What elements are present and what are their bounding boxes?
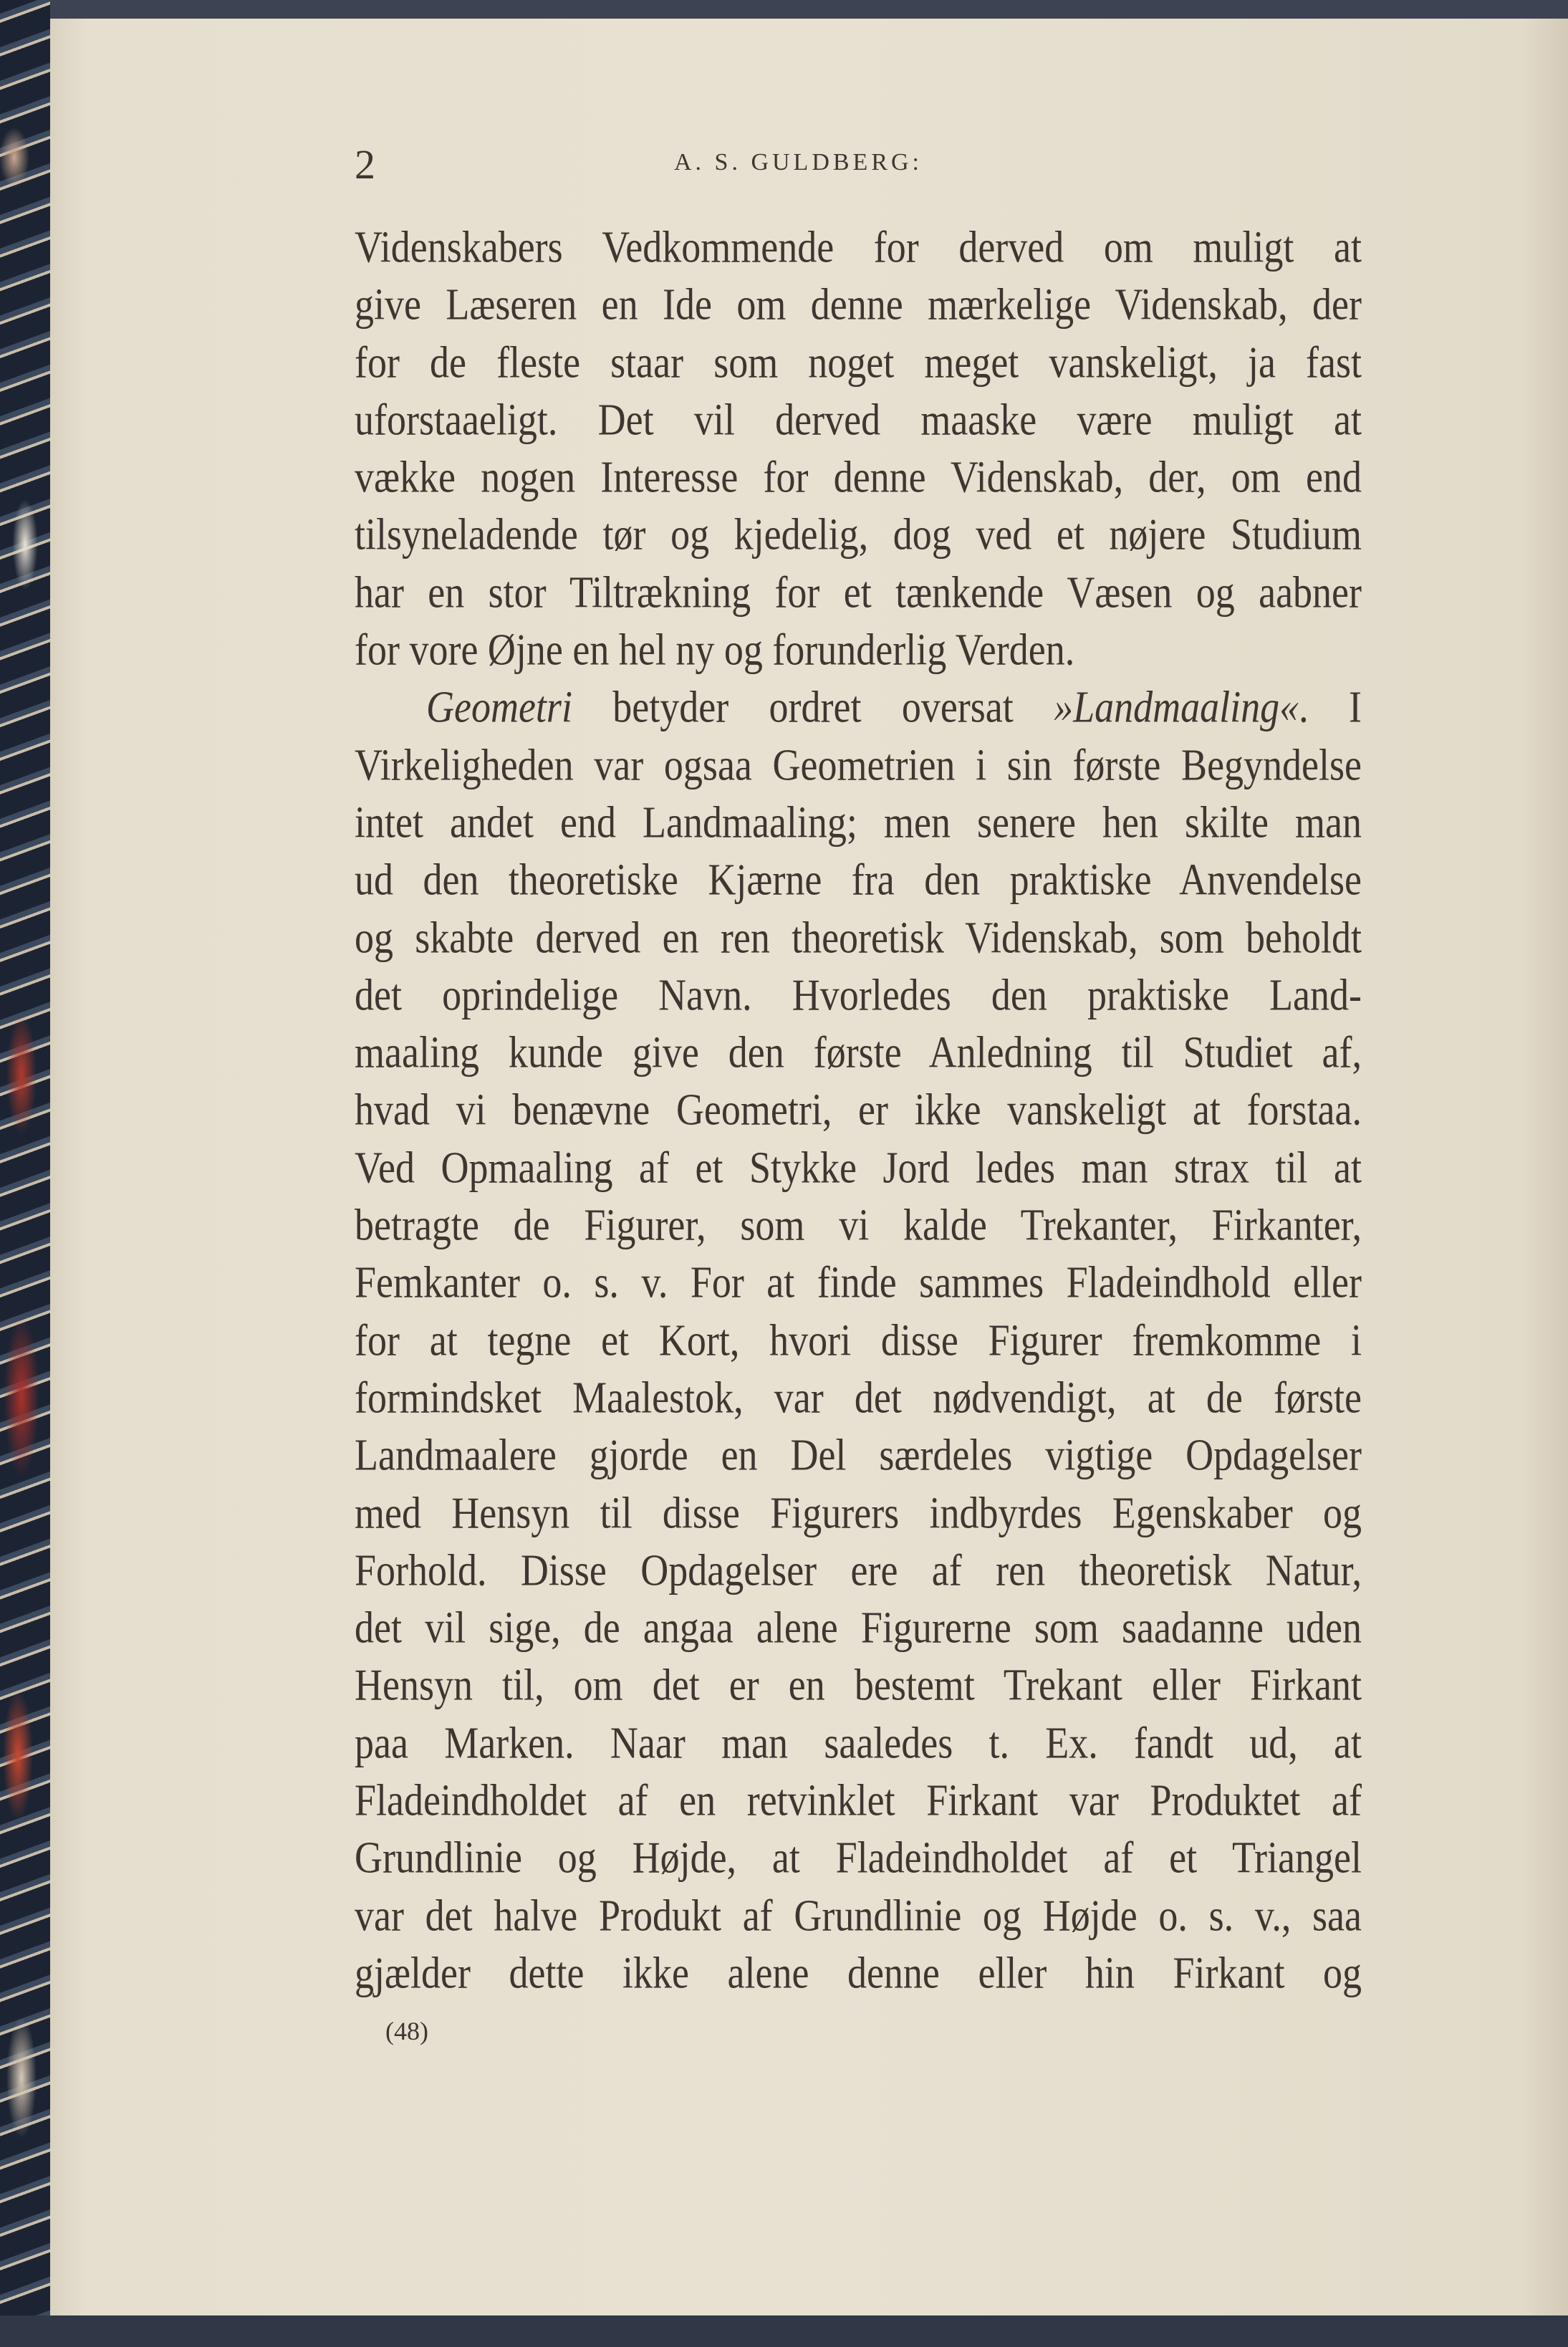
signature-mark: (48) xyxy=(385,2017,428,2045)
text-line: for at tegne et Kort, hvori disse Figurer fremkomme i xyxy=(355,1315,1362,1366)
text-line: og skabte derved en ren theoretisk Videnskab, som beholdt xyxy=(355,913,1362,963)
paragraph-first-line xyxy=(355,674,1362,740)
page-number: 2 xyxy=(355,141,375,188)
text-line: uforstaaeligt. Det vil derved maaske være muligt at xyxy=(355,395,1362,445)
text-line: Landmaalere gjorde en Del særdeles vigtige Opdagelser xyxy=(355,1430,1362,1480)
text-line: vække nogen Interesse for denne Videnskab, der, om end xyxy=(355,452,1362,502)
text-line: formindsket Maalestok, var det nødvendigt, at de første xyxy=(355,1373,1362,1423)
body-text xyxy=(355,219,1362,2002)
text-line: Forhold. Disse Opdagelser ere af ren theoretisk Natur, xyxy=(355,1545,1362,1595)
text-line: intet andet end Landmaaling; men senere hen skilte man xyxy=(355,797,1362,848)
text-line: for vore Øjne en hel ny og forunderlig Verden. xyxy=(355,625,1075,675)
text-line: det oprindelige Navn. Hvorledes den praktiske Land- xyxy=(355,970,1362,1020)
running-head: A. S. GULDBERG: xyxy=(673,149,923,176)
text-line: Hensyn til, om det er en bestemt Trekant eller Firkant xyxy=(355,1660,1362,1710)
italic-term: Geometri xyxy=(426,682,572,732)
text-line: det vil sige, de angaa alene Figurerne som saadanne uden xyxy=(355,1603,1362,1653)
text-line: Virkeligheden var ogsaa Geometrien i sin første Begyndelse xyxy=(355,740,1362,790)
text-line: ud den theoretiske Kjærne fra den praktiske Anvendelse xyxy=(355,855,1362,905)
text-segment: . I xyxy=(1299,682,1362,732)
italic-quote: »Landmaaling« xyxy=(1054,682,1299,732)
text-line: give Læseren en Ide om denne mærkelige Videnskab, der xyxy=(355,279,1362,330)
text-line: med Hensyn til disse Figurers indbyrdes Egenskaber og xyxy=(355,1488,1362,1538)
marbled-binding-edge xyxy=(0,0,50,2347)
text-line: tilsyneladende tør og kjedelig, dog ved et nøjere Studium xyxy=(355,509,1362,560)
text-line: Videnskabers Vedkommende for derved om muligt at xyxy=(355,222,1362,272)
text-line: maaling kunde give den første Anledning til Studiet af, xyxy=(355,1027,1362,1077)
text-line: gjælder dette ikke alene denne eller hin Firkant og xyxy=(355,1948,1362,1998)
text-line: Grundlinie og Højde, at Fladeindholdet af et Triangel xyxy=(355,1833,1362,1883)
text-line: paa Marken. Naar man saaledes t. Ex. fandt ud, at xyxy=(355,1718,1362,1768)
text-line: betragte de Figurer, som vi kalde Trekanter, Firkanter, xyxy=(355,1200,1362,1250)
text-line: hvad vi benævne Geometri, er ikke vanskeligt at forstaa. xyxy=(355,1085,1362,1135)
text-line: for de fleste staar som noget meget vanskeligt, ja fast xyxy=(355,337,1362,388)
text-line: Femkanter o. s. v. For at finde sammes Fladeindhold eller xyxy=(355,1257,1362,1307)
text-line: var det halve Produkt af Grundlinie og Højde o. s. v., saa xyxy=(355,1891,1362,1941)
text-segment: betyder ordret oversat xyxy=(572,682,1054,732)
scan-bottom-edge xyxy=(0,2315,1568,2347)
text-line: Fladeindholdet af en retvinklet Firkant var Produktet af xyxy=(355,1775,1362,1825)
text-line: Ved Opmaaling af et Stykke Jord ledes man strax til at xyxy=(355,1143,1362,1193)
text-line: har en stor Tiltrækning for et tænkende Væsen og aabner xyxy=(355,567,1362,618)
